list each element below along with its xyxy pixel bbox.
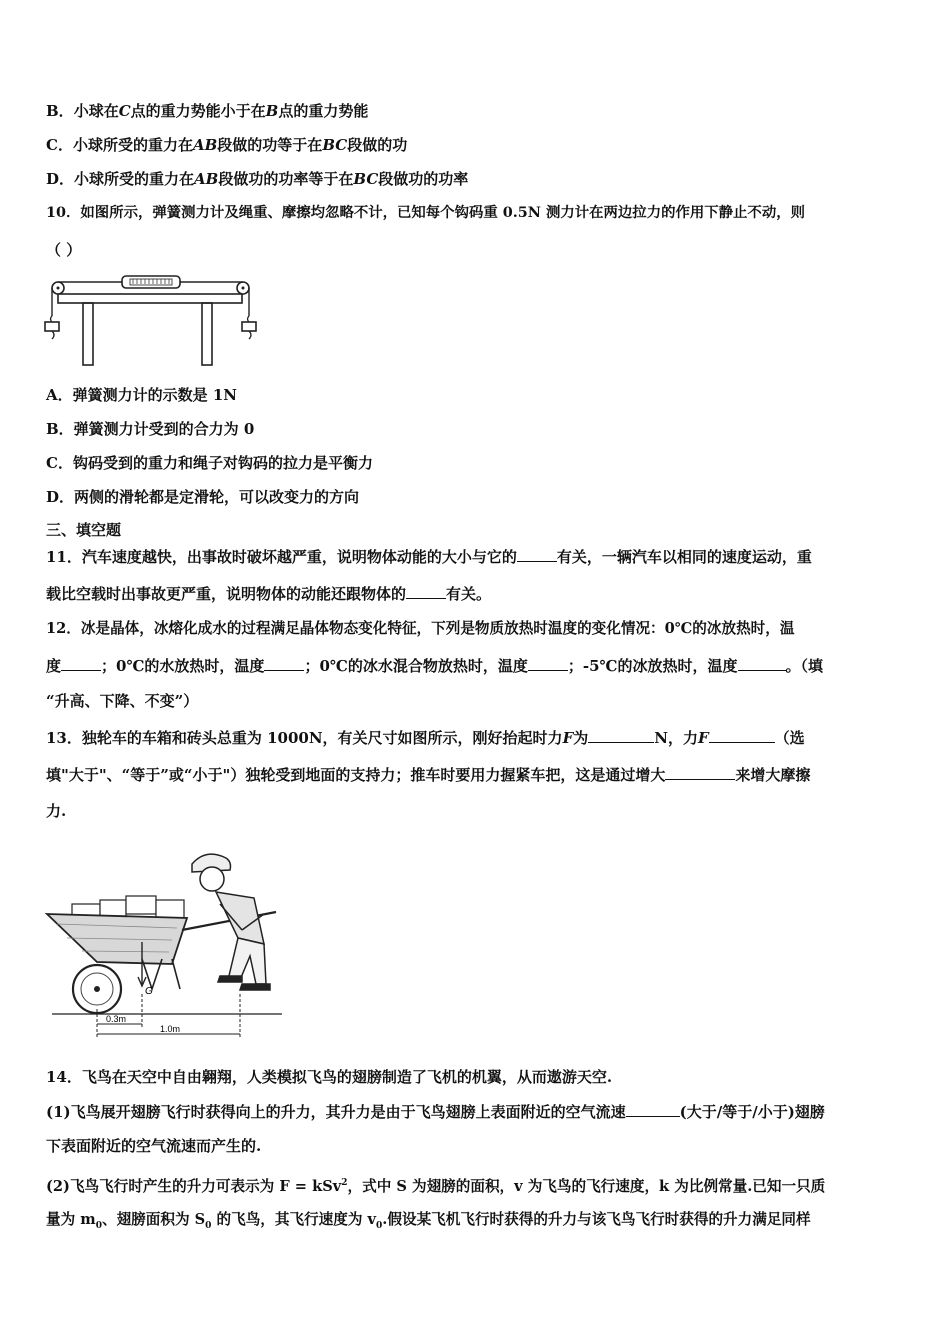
q12-blank-1[interactable] [61, 655, 101, 671]
q9-option-b[interactable]: B．小球在C点的重力势能小于在B点的重力势能 [46, 102, 369, 120]
gravity-label: G [145, 986, 153, 997]
q12-line3: “升高、下降、不变”） [46, 692, 199, 710]
q13-line3: 力. [46, 802, 67, 820]
spring-scale [122, 276, 180, 288]
q13-blank-2[interactable] [709, 727, 775, 743]
q12-blank-2[interactable] [264, 655, 304, 671]
q14-blank-1[interactable] [626, 1101, 680, 1117]
q14-line1: 14．飞鸟在天空中自由翱翔，人类模拟飞鸟的翅膀制造了飞机的机翼，从而遨游天空. [46, 1068, 613, 1086]
q12-line2: 度 ；0℃的水放热时，温度 ；0℃的冰水混合物放热时，温度 ；-5℃的冰放热时，温度 。（填 [46, 657, 824, 675]
section-heading-fill-in: 三、填空题 [46, 521, 122, 539]
q9-option-c[interactable]: C．小球所受的重力在AB段做的功等于在BC段做的功 [46, 136, 408, 154]
q12-blank-4[interactable] [738, 655, 786, 671]
q11-line1: 11．汽车速度越快，出事故时破坏越严重，说明物体动能的大小与它的 有关，一辆汽车以相同的速度运动，重 [46, 548, 812, 566]
dimension-label-2: 1.0m [160, 1024, 181, 1034]
q13-blank-1[interactable] [588, 727, 654, 743]
q14-line4: (2)飞鸟飞行时产生的升力可表示为 F = kSv$^2$，式中 S 为翅膀的面积，v 为飞鸟的飞行速度，k 为比例常量.已知一只质 [46, 1177, 826, 1195]
q11-blank-1[interactable] [517, 546, 557, 562]
table-leg-right [202, 303, 212, 365]
dimension-label-1: 0.3m [106, 1014, 127, 1024]
q11-line2: 载比空载时出事故更严重，说明物体的动能还跟物体的 有关。 [46, 585, 492, 603]
q10-option-b[interactable]: B．弹簧测力计受到的合力为 0 [46, 420, 255, 438]
q10-option-c[interactable]: C．钩码受到的重力和绳子对钩码的拉力是平衡力 [46, 454, 373, 472]
table-leg-left [83, 303, 93, 365]
hook-weight-left [45, 316, 59, 339]
q13-blank-3[interactable] [665, 764, 735, 780]
q10-figure-spring-scale-pulleys [40, 266, 260, 368]
q10-option-d[interactable]: D．两侧的滑轮都是定滑轮，可以改变力的方向 [46, 488, 360, 506]
q14-line2: (1)飞鸟展开翅膀飞行时获得向上的升力，其升力是由于飞鸟翅膀上表面附近的空气流速 (大于/等于/小于)翅膀 [46, 1103, 825, 1121]
q10-answer-bracket: （ ） [46, 241, 82, 259]
worker [192, 854, 270, 990]
q13-line2: 填"大于"、“等于”或“小于"）独轮受到地面的支持力；推车时要用力握紧车把，这是通过增大 来增大摩擦 [46, 766, 811, 784]
q12-line1: 12．冰是晶体，冰熔化成水的过程满足晶体物态变化特征，下列是物质放热时温度的变化情况：0℃的冰放热时，温 [46, 620, 795, 637]
q14-line5: 量为 $m_0$、翅膀面积为 $S_0$ 的飞鸟，其飞行速度为 $v_0$.假设某飞机飞行时获得的升力与该飞鸟飞行时获得的升力满足同样 [46, 1211, 811, 1231]
q10-stem: 10．如图所示，弹簧测力计及绳重、摩擦均忽略不计，已知每个钩码重 0.5N 测力计在两边拉力的作用下静止不动，则 [46, 204, 805, 221]
table-top [58, 294, 242, 303]
q12-blank-3[interactable] [528, 655, 568, 671]
q13-line1: 13．独轮车的车箱和砖头总重为 1000N，有关尺寸如图所示，刚好抬起时力F为 N，力F （选 [46, 729, 805, 747]
q13-figure-wheelbarrow [42, 834, 292, 1044]
q11-blank-2[interactable] [406, 583, 446, 599]
q10-option-a[interactable]: A．弹簧测力计的示数是 1N [46, 386, 238, 404]
hook-weight-right [242, 316, 256, 339]
q9-option-d[interactable]: D．小球所受的重力在AB段做功的功率等于在BC段做功的功率 [46, 170, 469, 188]
q14-line3: 下表面附近的空气流速而产生的. [46, 1137, 262, 1155]
